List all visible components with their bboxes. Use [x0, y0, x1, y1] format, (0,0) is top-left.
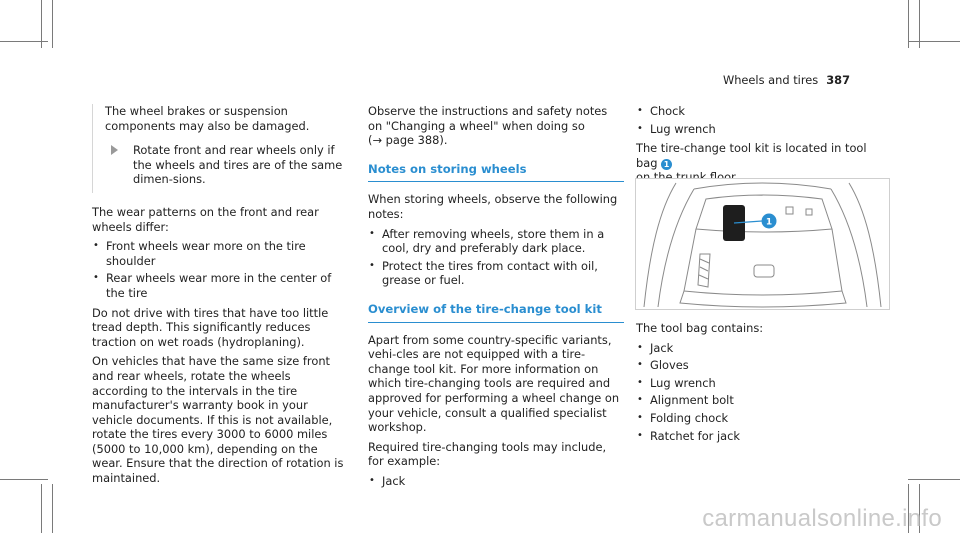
- body-outline-right: [849, 183, 881, 307]
- paragraph-text: The tire-change tool kit is located in tool bag: [636, 141, 867, 170]
- list-item: • Folding chock: [636, 411, 890, 426]
- paragraph: Required tire-changing tools may include, for example:: [368, 439, 607, 469]
- list-item: • Lug wrench: [636, 376, 890, 391]
- page-number: 387: [826, 73, 850, 87]
- paragraph: [368, 104, 624, 148]
- trunk-illustration: [635, 178, 890, 310]
- figure-callout-number: 1: [765, 217, 773, 228]
- paragraph: The tool bag contains:: [636, 321, 764, 335]
- jack-hatching: [699, 259, 709, 279]
- handle-detail: [754, 265, 774, 277]
- page-reference-link[interactable]: (→ page 388).: [368, 133, 448, 148]
- trunk-drawing: [636, 179, 889, 309]
- bullet-list: [368, 474, 624, 489]
- column-3-lower: [636, 321, 890, 448]
- bullet-list: [368, 227, 624, 288]
- section-heading: Overview of the tire-change tool kit: [368, 302, 624, 323]
- clip-detail: [786, 207, 793, 214]
- paragraph-text: Observe the instructions and safety notes on "Changing a wheel" when doing so: [368, 104, 608, 133]
- list-item: • Chock: [636, 104, 890, 119]
- list-item: • Jack: [368, 474, 624, 489]
- instruction-text: Rotate front and rear wheels only if the wheels and tires are of the same dimen-sions.: [133, 143, 343, 187]
- watermark: carmanualsonline.info: [702, 505, 942, 533]
- body-contour-right: [831, 189, 867, 307]
- body-outline-left: [644, 183, 676, 307]
- instruction-step: [105, 143, 348, 187]
- bullet-list: [636, 341, 890, 444]
- crop-mark: [52, 484, 53, 533]
- column-1: [92, 104, 348, 491]
- paragraph: When storing wheels, observe the following notes:: [368, 192, 618, 221]
- body-contour-left: [658, 189, 694, 307]
- list-item: • Ratchet for jack: [636, 429, 890, 444]
- section-heading: Notes on storing wheels: [368, 162, 624, 183]
- section-title: Wheels and tires: [722, 73, 819, 87]
- list-item: • Lug wrench: [636, 122, 890, 137]
- list-item: • Front wheels wear more on the tire shoulder: [92, 239, 348, 268]
- trunk-lid-edge: [694, 183, 831, 189]
- crop-mark: [908, 479, 960, 480]
- crop-mark: [52, 0, 53, 48]
- column-2: [368, 104, 624, 493]
- crop-mark: [0, 41, 48, 42]
- crop-mark: [908, 41, 960, 42]
- paragraph: Do not drive with tires that have too little tread depth. This significantly reduces traction on wet roads (hydroplaning).: [92, 305, 329, 349]
- list-item: • Gloves: [636, 358, 890, 373]
- note-box: [92, 104, 348, 193]
- jack-outline: [698, 254, 710, 287]
- list-item: • Alignment bolt: [636, 393, 890, 408]
- paragraph: Apart from some country-specific variants, vehi-cles are not equipped with a tire-change tool kit. For more information on which tire-changing tools are required and approved for performing a wheel change on your vehicle, consult a qualified specialist workshop.: [368, 332, 620, 435]
- page-header: [723, 73, 850, 88]
- note-text: The wheel brakes or suspension components may also be damaged.: [105, 104, 310, 133]
- list-item: • Rear wheels wear more in the center of the tire: [92, 271, 348, 300]
- list-item: • Jack: [636, 341, 890, 356]
- crop-mark: [41, 484, 42, 533]
- list-item: • After removing wheels, store them in a cool, dry and preferably dark place.: [368, 227, 624, 256]
- bullet-list: [636, 104, 890, 136]
- clip-detail: [806, 209, 812, 215]
- step-arrow-icon: [111, 145, 118, 155]
- paragraph: On vehicles that have the same size front and rear wheels, rotate the wheels according to the intervals in the tire manufacturer's warranty book in your vehicle documents. If this is not available, rotate the tires every 3000 to 6000 miles (5000 to 10,000 km), depending on the wear. Ensure that the direction of rotation is maintained.: [92, 354, 344, 486]
- callout-badge: 1: [661, 159, 672, 170]
- paragraph: The wear patterns on the front and rear wheels differ:: [92, 204, 319, 234]
- trunk-sill: [680, 291, 846, 307]
- list-item: • Protect the tires from contact with oil, grease or fuel.: [368, 259, 624, 288]
- bullet-list: [92, 239, 348, 300]
- crop-mark: [0, 479, 48, 480]
